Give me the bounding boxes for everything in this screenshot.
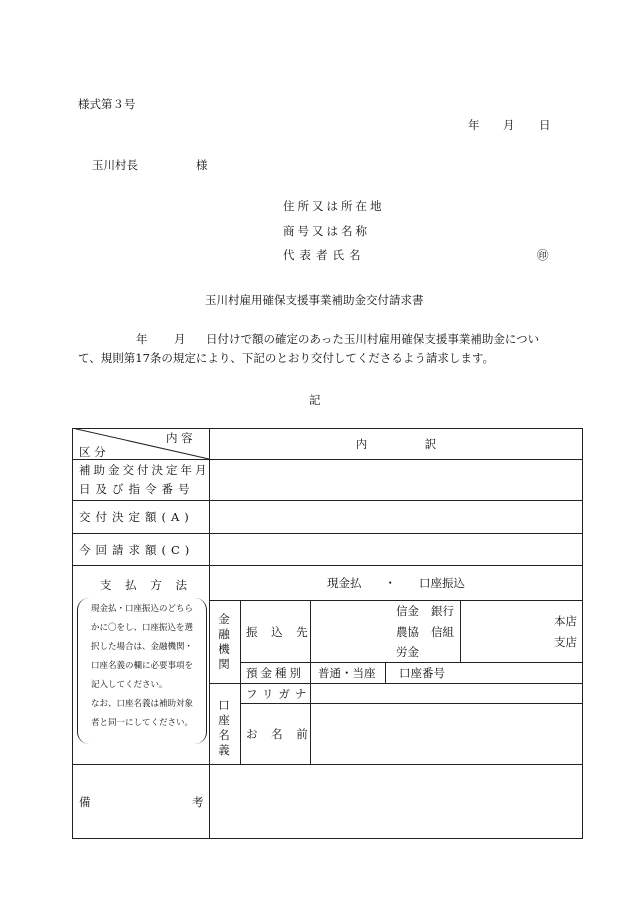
name-label: お 名 前: [246, 727, 313, 741]
request-amount-field[interactable]: [210, 534, 582, 565]
note-line: 択した場合は、金融機関・: [91, 642, 194, 652]
payment-notes: [91, 600, 207, 733]
account-number-label: 口座番号: [399, 666, 445, 680]
grant-amount-field[interactable]: [210, 501, 582, 533]
representative-label: 代表者氏名: [283, 248, 366, 262]
row-grant-amount: 交付決定額(A): [79, 510, 194, 524]
note-line: 記入してください。: [91, 680, 168, 690]
row-decision-line1: 補助金交付決定年月: [79, 463, 210, 477]
company-label: 商号又は名称: [283, 224, 370, 238]
body-month: 月: [174, 332, 186, 346]
name-field[interactable]: [311, 704, 582, 764]
document-title: 玉川村雇用確保支援事業補助金交付請求書: [205, 293, 424, 307]
address-label: 住所又は所在地: [283, 199, 385, 213]
ki-mark: 記: [309, 393, 321, 407]
note-line: かに〇をし、口座振込を選: [91, 623, 194, 633]
header-category: 区 分: [79, 445, 106, 459]
branch-label[interactable]: 支店: [554, 635, 577, 649]
body-line1: 日付けで額の確定のあった玉川村雇用確保支援事業補助金につい: [206, 332, 540, 346]
form-number: 様式第３号: [78, 97, 136, 111]
bank-type-shinkumi[interactable]: 信組: [431, 625, 454, 639]
remarks-label-left: 備: [79, 795, 91, 809]
head-office-label[interactable]: 本店: [554, 614, 577, 628]
body-year: 年: [136, 332, 148, 346]
financial-institution-label: 金融機関: [218, 612, 230, 671]
payment-options[interactable]: 現金払 ・ 口座振込: [327, 576, 465, 590]
deposit-types[interactable]: 普通・当座: [318, 666, 376, 680]
seal-mark: ㊞: [537, 248, 549, 262]
furigana-field[interactable]: [311, 684, 582, 703]
bank-type-rokin[interactable]: 労金: [396, 645, 419, 659]
body-line2: て、規則第17条の規定により、下記のとおり交付してくださるよう請求します。: [78, 351, 494, 365]
decision-date-number-field[interactable]: [210, 460, 582, 500]
bank-type-bank[interactable]: 銀行: [431, 604, 454, 618]
transfer-to-label: 振 込 先: [246, 625, 313, 639]
date-day: 日: [539, 118, 551, 132]
date-month: 月: [503, 118, 515, 132]
bank-type-nokyo[interactable]: 農協: [396, 625, 419, 639]
payment-method-label: 支 払 方 法: [100, 578, 192, 592]
furigana-label: フリガナ: [246, 687, 312, 701]
remarks-field[interactable]: [210, 765, 582, 838]
note-line: 者と同一にしてください。: [91, 718, 194, 728]
bank-type-shinkin[interactable]: 信金: [396, 604, 419, 618]
note-line: なお、口座名義は補助対象: [91, 699, 194, 709]
header-content: 内 容: [166, 431, 193, 445]
row-decision-line2: 日及び指令番号: [79, 482, 195, 496]
note-line: 現金払・口座振込のどちら: [91, 604, 194, 614]
header-breakdown: 内 訳: [355, 437, 437, 451]
note-line: 口座名義の欄に必要事項を: [91, 661, 194, 671]
deposit-type-label: 預金種別: [246, 666, 304, 680]
date-year: 年: [468, 118, 480, 132]
addressee-honorific: 様: [196, 158, 208, 172]
account-number-field[interactable]: [461, 663, 582, 683]
addressee-name: 玉川村長: [92, 158, 138, 172]
account-name-label: 口座名義: [218, 698, 230, 757]
row-request-amount: 今回請求額(C): [79, 542, 195, 557]
remarks-label-right: 考: [192, 795, 204, 809]
